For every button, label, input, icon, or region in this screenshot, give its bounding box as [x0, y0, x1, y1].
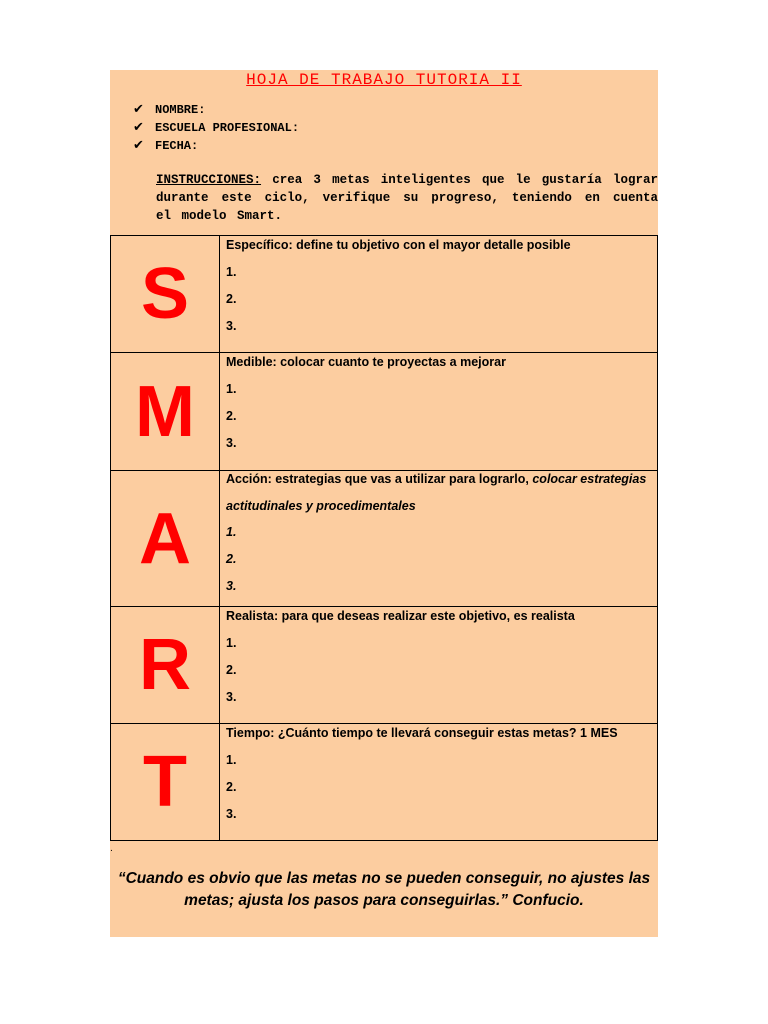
smart-row-t — [111, 724, 658, 841]
goal-item: 1. — [226, 636, 237, 650]
goal-item: 1. — [226, 382, 237, 396]
smart-heading-italic: colocar estrategias actitudinales y procedimentales — [226, 472, 647, 513]
goal-item: 1. — [226, 753, 237, 767]
field-label: FECHA: — [155, 139, 199, 153]
smart-letter: R — [111, 607, 220, 724]
instructions-text: crea 3 metas inteligentes que le gustaría lograr durante este ciclo, verifique su progreso, teniendo en cuenta el modelo Smart. — [156, 173, 658, 223]
stray-dot: . — [110, 844, 113, 854]
smart-letter: S — [111, 236, 220, 353]
smart-letter: T — [111, 724, 220, 841]
goal-item: 2. — [226, 663, 237, 677]
checkmark-icon: ✔ — [133, 138, 144, 153]
checkmark-icon: ✔ — [133, 102, 144, 117]
smart-letter: M — [111, 353, 220, 471]
smart-cell — [220, 724, 658, 841]
goal-item: 3. — [226, 807, 237, 821]
goal-item: 3. — [226, 319, 237, 333]
field-fecha — [133, 137, 299, 155]
goal-item: 2. — [226, 780, 237, 794]
goal-item: 1. — [226, 525, 237, 539]
goal-item: 3. — [226, 579, 237, 593]
goal-item: 2. — [226, 409, 237, 423]
checkmark-icon: ✔ — [133, 120, 144, 135]
smart-letter: A — [111, 471, 220, 607]
field-nombre — [133, 101, 299, 119]
smart-row-a — [111, 471, 658, 607]
header-fields — [133, 101, 299, 155]
field-escuela — [133, 119, 299, 137]
smart-cell — [220, 353, 658, 471]
smart-heading: Tiempo: ¿Cuánto tiempo te llevará conseguir estas metas? 1 MES — [226, 726, 618, 740]
smart-heading-text: Acción: estrategias que vas a utilizar para lograrlo, — [226, 472, 533, 486]
smart-cell — [220, 607, 658, 724]
goal-item: 3. — [226, 436, 237, 450]
goal-item: 2. — [226, 292, 237, 306]
smart-cell — [220, 471, 658, 607]
instructions — [156, 171, 658, 225]
smart-heading: Realista: para que deseas realizar este objetivo, es realista — [226, 609, 575, 623]
field-label: NOMBRE: — [155, 103, 206, 117]
quote: “Cuando es obvio que las metas no se pueden conseguir, no ajustes las metas; ajusta los pasos para conseguirlas.” Confucio. — [117, 870, 651, 909]
smart-heading — [226, 466, 657, 520]
smart-row-s — [111, 236, 658, 353]
field-label: ESCUELA PROFESIONAL: — [155, 121, 300, 135]
worksheet — [110, 70, 658, 937]
smart-cell — [220, 236, 658, 353]
goal-item: 3. — [226, 690, 237, 704]
smart-table — [110, 235, 658, 841]
worksheet-title: HOJA DE TRABAJO TUTORIA II — [246, 71, 522, 89]
smart-row-r — [111, 607, 658, 724]
goal-item: 1. — [226, 265, 237, 279]
goal-item: 2. — [226, 552, 237, 566]
smart-row-m — [111, 353, 658, 471]
instructions-label: INSTRUCCIONES: — [156, 173, 262, 187]
smart-heading: Medible: colocar cuanto te proyectas a mejorar — [226, 355, 506, 369]
smart-heading: Específico: define tu objetivo con el mayor detalle posible — [226, 238, 571, 252]
